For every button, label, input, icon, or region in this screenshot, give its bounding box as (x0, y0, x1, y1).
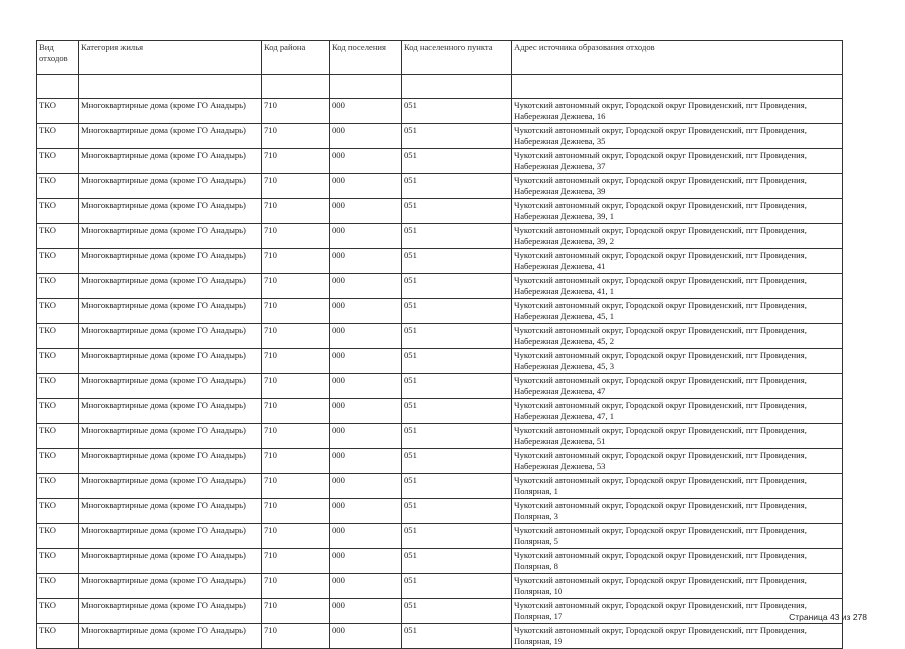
cell-category: Многоквартирные дома (кроме ГО Анадырь) (79, 624, 262, 649)
table-row (37, 474, 843, 499)
cell-category: Многоквартирные дома (кроме ГО Анадырь) (79, 374, 262, 399)
cell-address: Чукотский автономный округ, Городской округ Провиденский, пгт Провидения, Полярная, 19 (512, 624, 843, 649)
cell-address: Чукотский автономный округ, Городской округ Провиденский, пгт Провидения, Полярная, 8 (512, 549, 843, 574)
table-row (37, 124, 843, 149)
cell-settlement-code: 000 (330, 399, 402, 424)
cell-locality-code: 051 (402, 324, 512, 349)
cell-address: Чукотский автономный округ, Городской округ Провиденский, пгт Провидения, Полярная, 3 (512, 499, 843, 524)
table-row (37, 349, 843, 374)
cell-district-code: 710 (262, 474, 330, 499)
cell-district-code: 710 (262, 224, 330, 249)
cell-category: Многоквартирные дома (кроме ГО Анадырь) (79, 424, 262, 449)
cell-waste-type: ТКО (37, 224, 79, 249)
cell-category: Многоквартирные дома (кроме ГО Анадырь) (79, 574, 262, 599)
table-row (37, 599, 843, 624)
cell-category: Многоквартирные дома (кроме ГО Анадырь) (79, 399, 262, 424)
cell-locality-code: 051 (402, 474, 512, 499)
cell-settlement-code: 000 (330, 324, 402, 349)
table-row (37, 324, 843, 349)
table-row (37, 249, 843, 274)
table-row (37, 574, 843, 599)
header-category: Категория жилья (79, 41, 262, 75)
cell-locality-code: 051 (402, 399, 512, 424)
cell-locality-code: 051 (402, 299, 512, 324)
cell-district-code: 710 (262, 249, 330, 274)
cell-district-code: 710 (262, 599, 330, 624)
cell-waste-type: ТКО (37, 599, 79, 624)
cell-settlement-code: 000 (330, 599, 402, 624)
cell-district-code: 710 (262, 199, 330, 224)
cell-waste-type: ТКО (37, 199, 79, 224)
cell-settlement-code: 000 (330, 224, 402, 249)
cell-settlement-code: 000 (330, 499, 402, 524)
table-row (37, 174, 843, 199)
cell-settlement-code: 000 (330, 374, 402, 399)
table-row (37, 224, 843, 249)
cell-district-code: 710 (262, 424, 330, 449)
cell-settlement-code: 000 (330, 174, 402, 199)
cell-category: Многоквартирные дома (кроме ГО Анадырь) (79, 524, 262, 549)
table-header-row (37, 41, 843, 75)
table-row (37, 449, 843, 474)
cell-district-code: 710 (262, 274, 330, 299)
cell-waste-type: ТКО (37, 349, 79, 374)
cell-address: Чукотский автономный округ, Городской округ Провиденский, пгт Провидения, Набережная Дежнева, 51 (512, 424, 843, 449)
cell-waste-type: ТКО (37, 149, 79, 174)
cell-district-code: 710 (262, 624, 330, 649)
cell-district-code: 710 (262, 349, 330, 374)
cell-waste-type: ТКО (37, 524, 79, 549)
cell-category: Многоквартирные дома (кроме ГО Анадырь) (79, 499, 262, 524)
cell-district-code: 710 (262, 399, 330, 424)
cell-address: Чукотский автономный округ, Городской округ Провиденский, пгт Провидения, Набережная Дежнева, 39, 2 (512, 224, 843, 249)
cell-locality-code: 051 (402, 499, 512, 524)
cell-waste-type: ТКО (37, 99, 79, 124)
cell-address: Чукотский автономный округ, Городской округ Провиденский, пгт Провидения, Полярная, 1 (512, 474, 843, 499)
cell-locality-code: 051 (402, 199, 512, 224)
table-row (37, 549, 843, 574)
cell-waste-type: ТКО (37, 499, 79, 524)
cell-waste-type: ТКО (37, 549, 79, 574)
table-row (37, 299, 843, 324)
cell-locality-code: 051 (402, 99, 512, 124)
cell-district-code: 710 (262, 549, 330, 574)
cell-settlement-code: 000 (330, 449, 402, 474)
cell-address: Чукотский автономный округ, Городской округ Провиденский, пгт Провидения, Набережная Дежнева, 41 (512, 249, 843, 274)
cell-district-code: 710 (262, 574, 330, 599)
cell-category: Многоквартирные дома (кроме ГО Анадырь) (79, 149, 262, 174)
cell-waste-type: ТКО (37, 299, 79, 324)
cell-category: Многоквартирные дома (кроме ГО Анадырь) (79, 449, 262, 474)
cell-waste-type: ТКО (37, 449, 79, 474)
cell-settlement-code: 000 (330, 524, 402, 549)
document-page (36, 40, 843, 649)
cell-locality-code: 051 (402, 549, 512, 574)
cell-address: Чукотский автономный округ, Городской округ Провиденский, пгт Провидения, Набережная Дежнева, 37 (512, 149, 843, 174)
cell-address: Чукотский автономный округ, Городской округ Провиденский, пгт Провидения, Набережная Дежнева, 45, 1 (512, 299, 843, 324)
header-address: Адрес источника образования отходов (512, 41, 843, 75)
cell-waste-type: ТКО (37, 274, 79, 299)
cell-district-code: 710 (262, 499, 330, 524)
header-locality-code: Код населенного пункта (402, 41, 512, 75)
cell-address: Чукотский автономный округ, Городской округ Провиденский, пгт Провидения, Полярная, 5 (512, 524, 843, 549)
cell-settlement-code: 000 (330, 474, 402, 499)
cell-waste-type: ТКО (37, 374, 79, 399)
cell-address: Чукотский автономный округ, Городской округ Провиденский, пгт Провидения, Набережная Дежнева, 53 (512, 449, 843, 474)
cell-address: Чукотский автономный округ, Городской округ Провиденский, пгт Провидения, Набережная Дежнева, 39, 1 (512, 199, 843, 224)
cell-locality-code: 051 (402, 224, 512, 249)
cell-locality-code: 051 (402, 274, 512, 299)
cell-waste-type: ТКО (37, 474, 79, 499)
table-row (37, 99, 843, 124)
table-row (37, 274, 843, 299)
cell-address: Чукотский автономный округ, Городской округ Провиденский, пгт Провидения, Полярная, 10 (512, 574, 843, 599)
cell-category: Многоквартирные дома (кроме ГО Анадырь) (79, 274, 262, 299)
cell-category: Многоквартирные дома (кроме ГО Анадырь) (79, 249, 262, 274)
cell-waste-type: ТКО (37, 124, 79, 149)
cell-settlement-code: 000 (330, 624, 402, 649)
cell-address: Чукотский автономный округ, Городской округ Провиденский, пгт Провидения, Набережная Дежнева, 35 (512, 124, 843, 149)
empty-row (37, 75, 843, 99)
header-settlement-code: Код поселения (330, 41, 402, 75)
cell-waste-type: ТКО (37, 424, 79, 449)
table-row (37, 399, 843, 424)
cell-waste-type: ТКО (37, 624, 79, 649)
cell-locality-code: 051 (402, 124, 512, 149)
cell-district-code: 710 (262, 324, 330, 349)
cell-locality-code: 051 (402, 524, 512, 549)
cell-address: Чукотский автономный округ, Городской округ Провиденский, пгт Провидения, Набережная Дежнева, 45, 2 (512, 324, 843, 349)
cell-settlement-code: 000 (330, 199, 402, 224)
table-row (37, 424, 843, 449)
cell-waste-type: ТКО (37, 399, 79, 424)
cell-address: Чукотский автономный округ, Городской округ Провиденский, пгт Провидения, Набережная Дежнева, 47 (512, 374, 843, 399)
cell-locality-code: 051 (402, 624, 512, 649)
table-row (37, 499, 843, 524)
cell-district-code: 710 (262, 174, 330, 199)
cell-district-code: 710 (262, 524, 330, 549)
cell-locality-code: 051 (402, 349, 512, 374)
cell-category: Многоквартирные дома (кроме ГО Анадырь) (79, 324, 262, 349)
cell-category: Многоквартирные дома (кроме ГО Анадырь) (79, 549, 262, 574)
cell-category: Многоквартирные дома (кроме ГО Анадырь) (79, 349, 262, 374)
cell-category: Многоквартирные дома (кроме ГО Анадырь) (79, 174, 262, 199)
cell-locality-code: 051 (402, 174, 512, 199)
cell-district-code: 710 (262, 124, 330, 149)
cell-category: Многоквартирные дома (кроме ГО Анадырь) (79, 124, 262, 149)
cell-locality-code: 051 (402, 574, 512, 599)
cell-district-code: 710 (262, 299, 330, 324)
table-row (37, 524, 843, 549)
cell-waste-type: ТКО (37, 174, 79, 199)
cell-settlement-code: 000 (330, 574, 402, 599)
cell-settlement-code: 000 (330, 149, 402, 174)
cell-address: Чукотский автономный округ, Городской округ Провиденский, пгт Провидения, Набережная Дежнева, 16 (512, 99, 843, 124)
cell-locality-code: 051 (402, 449, 512, 474)
cell-settlement-code: 000 (330, 249, 402, 274)
cell-address: Чукотский автономный округ, Городской округ Провиденский, пгт Провидения, Набережная Дежнева, 41, 1 (512, 274, 843, 299)
table-body (37, 75, 843, 649)
table-row (37, 624, 843, 649)
cell-settlement-code: 000 (330, 299, 402, 324)
cell-settlement-code: 000 (330, 99, 402, 124)
cell-district-code: 710 (262, 374, 330, 399)
cell-settlement-code: 000 (330, 349, 402, 374)
cell-settlement-code: 000 (330, 124, 402, 149)
cell-settlement-code: 000 (330, 549, 402, 574)
cell-address: Чукотский автономный округ, Городской округ Провиденский, пгт Провидения, Набережная Дежнева, 45, 3 (512, 349, 843, 374)
cell-locality-code: 051 (402, 599, 512, 624)
table-row (37, 149, 843, 174)
cell-district-code: 710 (262, 149, 330, 174)
page-number: Страница 43 из 278 (789, 612, 867, 622)
cell-locality-code: 051 (402, 424, 512, 449)
cell-category: Многоквартирные дома (кроме ГО Анадырь) (79, 99, 262, 124)
table-row (37, 199, 843, 224)
header-waste-type: Вид отходов (37, 41, 79, 75)
header-district-code: Код района (262, 41, 330, 75)
cell-locality-code: 051 (402, 249, 512, 274)
cell-address: Чукотский автономный округ, Городской округ Провиденский, пгт Провидения, Полярная, 17 (512, 599, 843, 624)
cell-locality-code: 051 (402, 149, 512, 174)
cell-waste-type: ТКО (37, 249, 79, 274)
cell-waste-type: ТКО (37, 324, 79, 349)
cell-category: Многоквартирные дома (кроме ГО Анадырь) (79, 299, 262, 324)
cell-category: Многоквартирные дома (кроме ГО Анадырь) (79, 599, 262, 624)
cell-district-code: 710 (262, 449, 330, 474)
cell-settlement-code: 000 (330, 274, 402, 299)
cell-category: Многоквартирные дома (кроме ГО Анадырь) (79, 474, 262, 499)
cell-address: Чукотский автономный округ, Городской округ Провиденский, пгт Провидения, Набережная Дежнева, 39 (512, 174, 843, 199)
cell-category: Многоквартирные дома (кроме ГО Анадырь) (79, 199, 262, 224)
waste-sources-table (36, 40, 843, 649)
table-row (37, 374, 843, 399)
cell-address: Чукотский автономный округ, Городской округ Провиденский, пгт Провидения, Набережная Дежнева, 47, 1 (512, 399, 843, 424)
cell-waste-type: ТКО (37, 574, 79, 599)
cell-settlement-code: 000 (330, 424, 402, 449)
cell-locality-code: 051 (402, 374, 512, 399)
cell-category: Многоквартирные дома (кроме ГО Анадырь) (79, 224, 262, 249)
cell-district-code: 710 (262, 99, 330, 124)
